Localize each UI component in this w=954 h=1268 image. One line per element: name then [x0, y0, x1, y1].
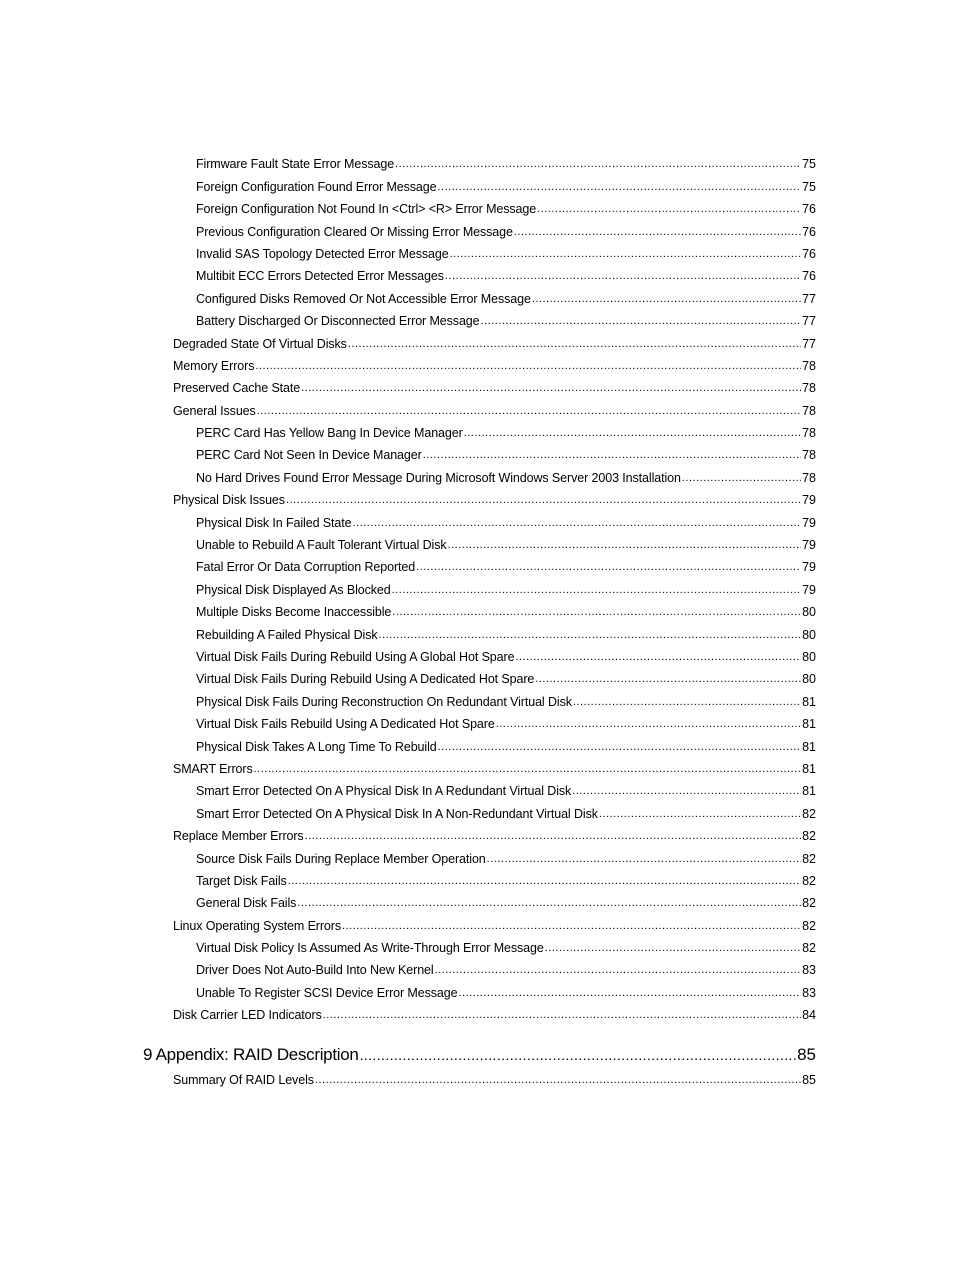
dot-leader: [379, 628, 802, 643]
toc-entry-line: [173, 337, 816, 352]
toc-entry-line: [196, 560, 816, 575]
toc-entry-title: Linux Operating System Errors: [173, 918, 341, 933]
dot-leader: [392, 605, 801, 620]
dot-leader: [255, 359, 801, 374]
toc-entry[interactable]: [0, 284, 954, 306]
toc-entry-page: 85: [802, 1072, 816, 1087]
toc-entry-title: Virtual Disk Fails During Rebuild Using A Global Hot Spare: [196, 649, 515, 664]
toc-entry[interactable]: [0, 643, 954, 665]
dot-leader: [450, 247, 802, 262]
toc-entry-line: [173, 1008, 816, 1023]
toc-entry-page: 80: [802, 649, 816, 664]
dot-leader: [599, 807, 801, 822]
toc-entry-page: 75: [802, 157, 816, 172]
toc-entry[interactable]: [0, 687, 954, 709]
toc-entry-line: [196, 538, 816, 553]
toc-entry-title: Rebuilding A Failed Physical Disk: [196, 627, 378, 642]
toc-entry-line: [196, 314, 816, 329]
toc-entry[interactable]: [0, 172, 954, 194]
toc-entry[interactable]: [0, 844, 954, 866]
toc-entry-page: 78: [802, 470, 816, 485]
dot-leader: [464, 426, 801, 441]
dot-leader: [395, 157, 801, 172]
toc-entry-line: [173, 359, 816, 374]
toc-entry-line: [196, 157, 816, 172]
toc-entry[interactable]: [0, 665, 954, 687]
toc-entry-title: Physical Disk Takes A Long Time To Rebuild: [196, 739, 437, 754]
toc-entry-title: Source Disk Fails During Replace Member Operation: [196, 851, 486, 866]
dot-leader: [315, 1073, 801, 1088]
dot-leader: [286, 493, 801, 508]
dot-leader: [573, 695, 801, 710]
toc-entry-line: [173, 919, 816, 934]
toc-entry-page: 81: [802, 761, 816, 776]
toc-entry-title: Virtual Disk Policy Is Assumed As Write-Through Error Message: [196, 941, 544, 956]
toc-entry-title: Memory Errors: [173, 358, 255, 373]
toc-chapter-entry[interactable]: [0, 1023, 954, 1065]
toc-entry[interactable]: [0, 732, 954, 754]
dot-leader: [435, 963, 802, 978]
toc-entry-line: [173, 493, 816, 508]
toc-entry[interactable]: [0, 755, 954, 777]
dot-leader: [288, 874, 801, 889]
toc-entry-title: Smart Error Detected On A Physical Disk In A Non-Redundant Virtual Disk: [196, 806, 598, 821]
toc-entry[interactable]: [0, 553, 954, 575]
toc-entry-page: 80: [802, 605, 816, 620]
dot-leader: [458, 986, 801, 1001]
toc-entry-line: [196, 784, 816, 799]
toc-entry-line: [173, 1073, 816, 1088]
toc-entry[interactable]: [0, 217, 954, 239]
toc-entry-page: 81: [802, 694, 816, 709]
toc-entry[interactable]: [0, 531, 954, 553]
toc-entry-title: Physical Disk Issues: [173, 493, 285, 508]
dot-leader: [348, 337, 801, 352]
toc-entry[interactable]: [0, 620, 954, 642]
toc-entry-line: [196, 717, 816, 732]
toc-entry-title: Virtual Disk Fails Rebuild Using A Dedicated Hot Spare: [196, 717, 495, 732]
toc-entry-line: [196, 695, 816, 710]
dot-leader: [545, 941, 801, 956]
toc-entry[interactable]: [0, 329, 954, 351]
toc-entry-title: Foreign Configuration Found Error Message: [196, 179, 437, 194]
toc-entry[interactable]: [0, 262, 954, 284]
toc-entry-title: No Hard Drives Found Error Message During Microsoft Windows Server 2003 Installation: [196, 470, 681, 485]
toc-entry-line: [196, 583, 816, 598]
toc-entry-line: [196, 986, 816, 1001]
dot-leader: [392, 583, 801, 598]
toc-entry-title: Disk Carrier LED Indicators: [173, 1008, 322, 1023]
toc-entry[interactable]: [0, 956, 954, 978]
toc-entry[interactable]: [0, 419, 954, 441]
toc-entry[interactable]: [0, 374, 954, 396]
toc-entry-page: 76: [802, 269, 816, 284]
toc-entry-page: 77: [802, 291, 816, 306]
toc-entry-title: Physical Disk Fails During Reconstruction On Redundant Virtual Disk: [196, 694, 572, 709]
dot-leader: [423, 448, 801, 463]
toc-entry[interactable]: [0, 463, 954, 485]
toc-entry-line: [196, 628, 816, 643]
toc-entry-title: Physical Disk In Failed State: [196, 515, 352, 530]
toc-entry-page: 76: [802, 224, 816, 239]
toc-entry[interactable]: [0, 486, 954, 508]
toc-entry-page: 84: [802, 1008, 816, 1023]
toc-entry-title: General Disk Fails: [196, 896, 297, 911]
toc-entry-line: [196, 292, 816, 307]
toc-entry-page: 77: [802, 336, 816, 351]
dot-leader: [515, 650, 801, 665]
toc-entry[interactable]: [0, 352, 954, 374]
toc-entry-line: [173, 762, 816, 777]
toc-entry[interactable]: [0, 777, 954, 799]
toc-entry-line: [196, 448, 816, 463]
toc-entry-line: [196, 471, 816, 486]
toc-entry-title: Replace Member Errors: [173, 829, 304, 844]
toc-entry-page: 83: [802, 963, 816, 978]
toc-entry-title: Virtual Disk Fails During Rebuild Using A Dedicated Hot Spare: [196, 672, 535, 687]
toc-entry-title: Fatal Error Or Data Corruption Reported: [196, 560, 416, 575]
toc-entry-page: 79: [802, 493, 816, 508]
dot-leader: [305, 829, 802, 844]
toc-entry-line: [196, 225, 816, 240]
toc-entry[interactable]: [0, 889, 954, 911]
toc-entry-page: 76: [802, 202, 816, 217]
toc-entry-title: Summary Of RAID Levels: [173, 1072, 314, 1087]
toc-entry-title: General Issues: [173, 403, 256, 418]
toc-entry-page: 79: [802, 560, 816, 575]
toc-entry-title: Firmware Fault State Error Message: [196, 157, 395, 172]
toc-entry-page: 82: [802, 941, 816, 956]
dot-leader: [323, 1008, 801, 1023]
toc-entry-page: 79: [802, 538, 816, 553]
toc-entry-page: 78: [802, 358, 816, 373]
dot-leader: [532, 292, 801, 307]
toc-entry-title: Previous Configuration Cleared Or Missing Error Message: [196, 224, 513, 239]
toc-entry[interactable]: [0, 150, 954, 172]
dot-leader: [487, 852, 801, 867]
toc-entry-line: [196, 672, 816, 687]
toc-entry[interactable]: [0, 575, 954, 597]
toc-entry-line: [196, 650, 816, 665]
dot-leader: [297, 896, 801, 911]
dot-leader: [537, 202, 801, 217]
dot-leader: [416, 560, 801, 575]
toc-entry-page: 78: [802, 403, 816, 418]
toc-entry-title: Foreign Configuration Not Found In <Ctrl> <R> Error Message: [196, 202, 537, 217]
toc-entry-title: Driver Does Not Auto-Build Into New Kernel: [196, 963, 434, 978]
toc-entry[interactable]: [0, 307, 954, 329]
dot-leader: [360, 1045, 797, 1065]
toc-entry-title: Target Disk Fails: [196, 873, 287, 888]
toc-entry-page: 82: [802, 829, 816, 844]
toc-entry[interactable]: [0, 934, 954, 956]
toc-entry-line: [196, 852, 816, 867]
dot-leader: [514, 225, 801, 240]
toc-entry-line: [196, 202, 816, 217]
toc-entry[interactable]: [0, 867, 954, 889]
toc-entry-page: 80: [802, 627, 816, 642]
toc-entry[interactable]: [0, 508, 954, 530]
toc-entry-page: 81: [802, 784, 816, 799]
toc-entry-title: Configured Disks Removed Or Not Accessible Error Message: [196, 291, 531, 306]
toc-entry-page: 82: [802, 873, 816, 888]
toc-entry-page: 82: [802, 896, 816, 911]
dot-leader: [445, 269, 801, 284]
toc-entry[interactable]: [0, 822, 954, 844]
toc-entry[interactable]: [0, 1065, 954, 1087]
toc-entry-title: Invalid SAS Topology Detected Error Message: [196, 246, 449, 261]
toc-entry-page: 75: [802, 179, 816, 194]
toc-entry-title: Multibit ECC Errors Detected Error Messages: [196, 269, 444, 284]
dot-leader: [437, 180, 801, 195]
toc-entry-page: 78: [802, 448, 816, 463]
toc-entry[interactable]: [0, 195, 954, 217]
toc-entry-page: 82: [802, 851, 816, 866]
toc-entry-line: [196, 963, 816, 978]
toc-entry-page: 79: [802, 582, 816, 597]
toc-entry-title: PERC Card Has Yellow Bang In Device Manager: [196, 426, 463, 441]
toc-entry-line: [196, 874, 816, 889]
toc-entry-page: 81: [802, 717, 816, 732]
dot-leader: [254, 762, 801, 777]
toc-entry[interactable]: [0, 240, 954, 262]
toc-entry-line: [196, 180, 816, 195]
toc-entry-line: [196, 896, 816, 911]
toc-entry-page: 76: [802, 246, 816, 261]
toc-entry-page: 78: [802, 426, 816, 441]
toc-entry-line: [196, 269, 816, 284]
toc-entry[interactable]: [0, 598, 954, 620]
toc-entry-line: [196, 605, 816, 620]
toc-entry-title: Multiple Disks Become Inaccessible: [196, 605, 392, 620]
toc-entry-page: 85: [797, 1045, 816, 1065]
toc-entry-title: Unable To Register SCSI Device Error Message: [196, 985, 458, 1000]
toc-entry-line: [196, 941, 816, 956]
dot-leader: [353, 516, 802, 531]
dot-leader: [572, 784, 801, 799]
toc-entry-page: 82: [802, 806, 816, 821]
toc-entry-line: [143, 1045, 816, 1065]
toc-entry-title: SMART Errors: [173, 761, 253, 776]
toc-entry-title: Unable to Rebuild A Fault Tolerant Virtual Disk: [196, 538, 447, 553]
toc-entry-page: 83: [802, 985, 816, 1000]
toc-entry-title: PERC Card Not Seen In Device Manager: [196, 448, 422, 463]
toc-entry-title: Degraded State Of Virtual Disks: [173, 336, 347, 351]
toc-entry[interactable]: [0, 911, 954, 933]
toc-entry-title: 9 Appendix: RAID Description: [143, 1045, 359, 1065]
toc-entry-line: [196, 740, 816, 755]
toc-entry-title: Smart Error Detected On A Physical Disk In A Redundant Virtual Disk: [196, 784, 572, 799]
dot-leader: [342, 919, 801, 934]
table-of-contents: [0, 150, 954, 1088]
toc-entry-line: [173, 404, 816, 419]
toc-entry-line: [196, 516, 816, 531]
toc-entry-page: 79: [802, 515, 816, 530]
toc-entry-page: 82: [802, 918, 816, 933]
dot-leader: [535, 672, 801, 687]
toc-entry-page: 80: [802, 672, 816, 687]
dot-leader: [301, 381, 801, 396]
toc-entry[interactable]: [0, 441, 954, 463]
dot-leader: [496, 717, 801, 732]
toc-entry-page: 81: [802, 739, 816, 754]
dot-leader: [448, 538, 802, 553]
dot-leader: [438, 740, 801, 755]
toc-entry-line: [173, 381, 816, 396]
toc-entry-page: 77: [802, 314, 816, 329]
toc-entry-line: [196, 247, 816, 262]
toc-entry-title: Battery Discharged Or Disconnected Error Message: [196, 314, 480, 329]
toc-entry-title: Physical Disk Displayed As Blocked: [196, 582, 391, 597]
dot-leader: [257, 404, 801, 419]
toc-entry[interactable]: [0, 799, 954, 821]
dot-leader: [682, 471, 801, 486]
toc-entry-page: 78: [802, 381, 816, 396]
toc-entry[interactable]: [0, 396, 954, 418]
toc-entry[interactable]: [0, 710, 954, 732]
toc-entry[interactable]: [0, 1001, 954, 1023]
toc-entry-line: [173, 829, 816, 844]
toc-entry[interactable]: [0, 978, 954, 1000]
toc-entry-line: [196, 426, 816, 441]
toc-entry-line: [196, 807, 816, 822]
toc-entry-title: Preserved Cache State: [173, 381, 301, 396]
dot-leader: [481, 314, 802, 329]
